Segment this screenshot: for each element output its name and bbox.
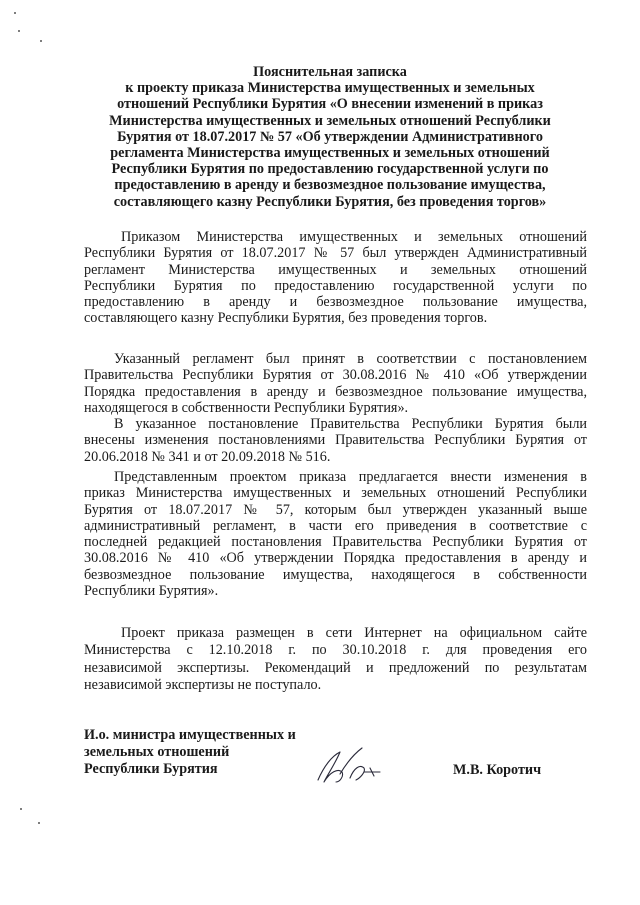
paragraph-line: последней редакцией постановления Правительства Республики Бурятия от [84,534,587,551]
paragraph-line: независимой экспертизы не поступало. [84,676,322,693]
paragraph-line: Бурятия от 18.07.2017 № 57, которым был утвержден указанный выше [84,501,587,518]
paragraph-line: Республики Бурятия по предоставлению государственной услуги по [84,277,587,294]
position-line: Республики Бурятия [84,761,218,777]
paragraph-line: Приказом Министерства имущественных и земельных отношений [121,229,587,245]
title-line: Бурятия от 18.07.2017 № 57 «Об утверждении Административного [117,128,543,145]
paragraph-line: Порядка предоставления в аренду и безвозмездное пользование имущества, [84,383,587,400]
paragraph-line: административный регламент, в части его приведения в соответствие с [84,517,587,534]
paragraph-line: независимой экспертизы. Рекомендаций и предложений по результатам [84,659,587,676]
paragraph-1 [84,229,587,327]
paragraph-line: безвозмездное пользование имущества, находящегося в собственности [84,566,587,583]
position-line: И.о. министра имущественных и [84,727,296,743]
paragraph-line: Проект приказа размещен в сети Интернет на официальном сайте [121,625,587,641]
paragraph-3 [84,416,587,465]
signature-position [84,727,296,778]
title-line: к проекту приказа Министерства имущественных и земельных [125,80,535,97]
scan-speck [40,40,42,42]
position-line: земельных отношений [84,744,230,760]
title-line: Министерства имущественных и земельных отношений Республики [109,112,551,129]
title-line: составляющего казну Республики Бурятия, без проведения торгов» [113,193,547,210]
paragraph-line: Представленным проектом приказа предлагается внести изменения в [114,469,587,485]
paragraph-line: приказ Министерства имущественных и земельных отношений Республики [84,485,587,502]
title-line: регламента Министерства имущественных и земельных отношений [110,145,550,162]
paragraph-line: 30.08.2016 № 410 «Об утверждении Порядка предоставления в аренду и [84,550,587,567]
signer-name: М.В. Коротич [453,762,542,778]
paragraph-line: находящегося в собственности Республики Бурятия». [84,399,409,416]
paragraph-line: В указанное постановление Правительства Республики Бурятия были [114,416,587,432]
paragraph-4 [84,469,587,599]
title-line: Пояснительная записка [253,64,407,80]
paragraph-2 [84,351,587,416]
scan-speck [18,30,20,32]
title-line: предоставлению в аренду и безвозмездное пользование имущества, [114,177,546,194]
paragraph-line: регламент Министерства имущественных и земельных отношений [84,261,587,278]
paragraph-line: Республики Бурятия». [84,583,219,600]
title-line: отношений Республики Бурятия «О внесении изменений в приказ [117,96,543,113]
paragraph-line: Правительства Республики Бурятия от 30.08.2016 № 410 «Об утверждении [84,367,587,384]
paragraph-line: составляющего казну Республики Бурятия, без проведения торгов. [84,310,488,327]
paragraph-line: предоставлению в аренду и безвозмездное пользование имущества, [84,294,587,311]
paragraph-line: внесены изменения постановлениями Правительства Республики Бурятия от [84,432,587,449]
title-line: Республики Бурятия по предоставлению государственной услуги по [111,161,549,178]
paragraph-line: Республики Бурятия от 18.07.2017 № 57 был утвержден Административный [84,245,587,262]
scan-speck [20,808,22,810]
paragraph-line: Указанный регламент был принят в соответствии с постановлением [114,351,587,367]
document-title [80,64,580,210]
handwritten-signature [310,742,400,792]
paragraph-line: Министерства с 12.10.2018 г. по 30.10.2018 г. для проведения его [84,642,587,659]
scan-speck [38,822,40,824]
paragraph-line: 20.06.2018 № 341 и от 20.09.2018 № 516. [84,448,331,465]
scan-speck [14,12,16,14]
paragraph-5 [84,625,587,694]
